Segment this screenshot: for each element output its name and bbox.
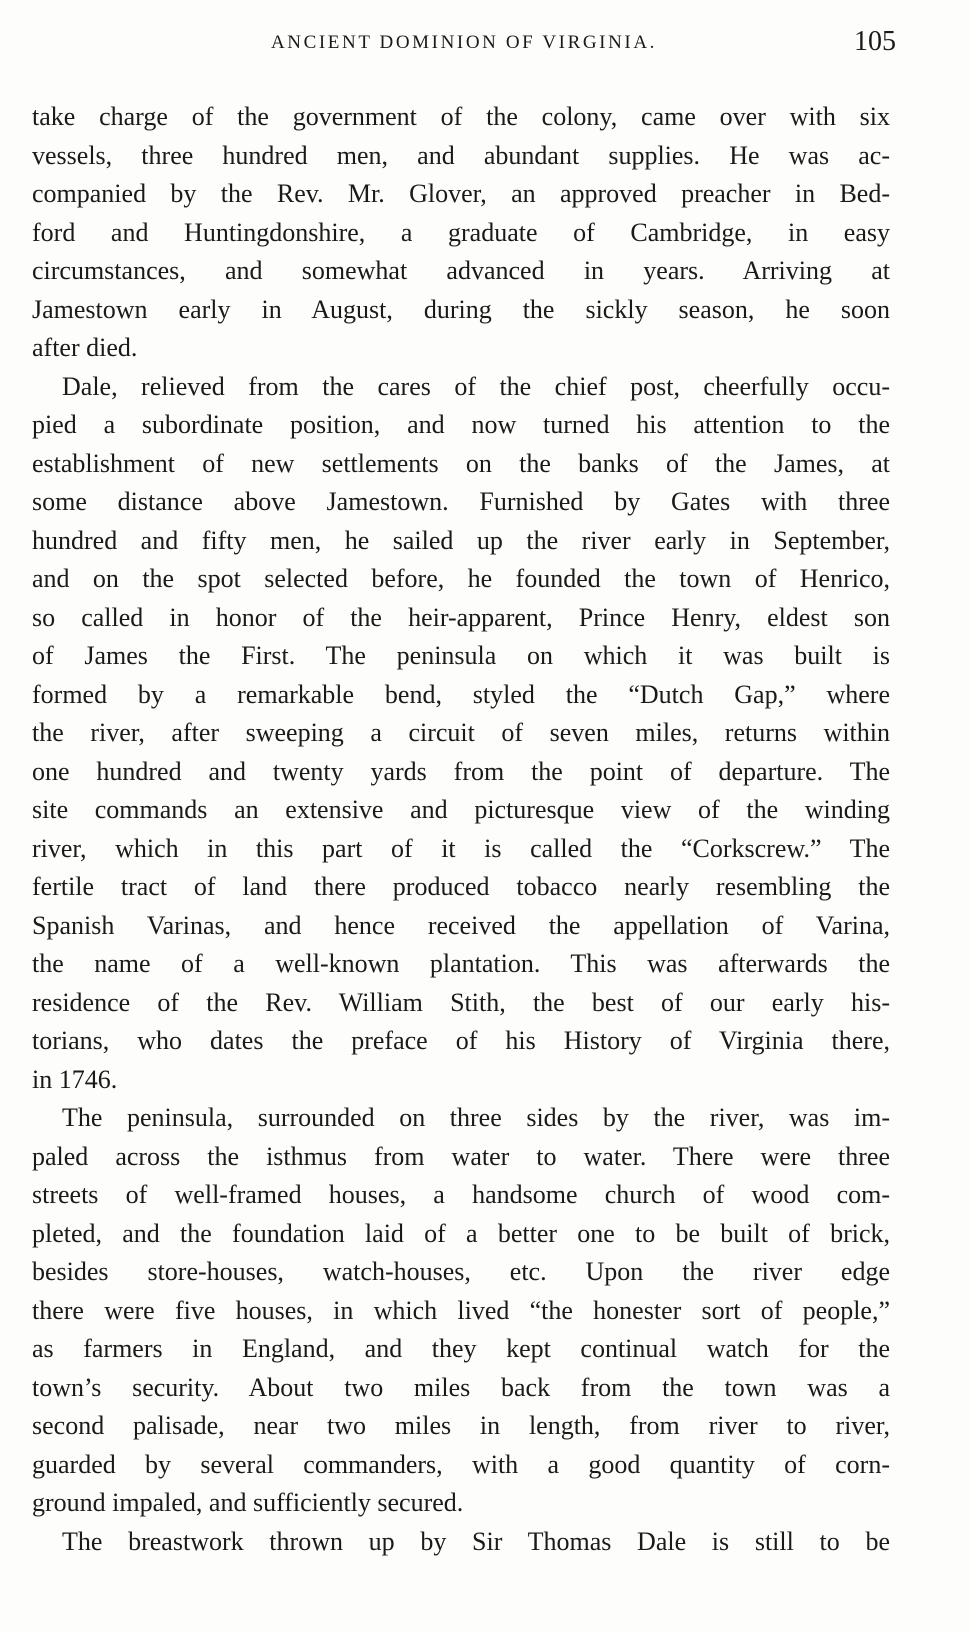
running-head: [32, 26, 896, 66]
text-line: vessels, three hundred men, and abundant supplies. He was ac-: [32, 140, 890, 170]
text-line: take charge of the government of the colony, came over with six: [32, 102, 890, 131]
text-line: in 1746.: [32, 1064, 118, 1094]
text-line: pleted, and the foundation laid of a better one to be built of brick,: [32, 1218, 890, 1248]
text-line: paled across the isthmus from water to water. There were three: [32, 1141, 890, 1171]
text-line: The breastwork thrown up by Sir Thomas Dale is still to be: [62, 1526, 890, 1556]
text-line: fertile tract of land there produced tobacco nearly resembling the: [32, 872, 890, 901]
text-line: second palisade, near two miles in length, from river to river,: [32, 1411, 890, 1440]
paragraph-2: [32, 368, 890, 1100]
text-line: residence of the Rev. William Stith, the best of our early his-: [32, 987, 890, 1017]
text-line: companied by the Rev. Mr. Glover, an approved preacher in Bed-: [32, 179, 890, 208]
text-line: torians, who dates the preface of his History of Virginia there,: [32, 1026, 890, 1055]
text-line: Jamestown early in August, during the sickly season, he soon: [32, 294, 890, 324]
page-number: 105: [854, 26, 896, 57]
text-line: one hundred and twenty yards from the point of departure. The: [32, 756, 890, 786]
text-line: site commands an extensive and picturesque view of the winding: [32, 795, 890, 824]
text-line: the river, after sweeping a circuit of seven miles, returns within: [32, 718, 890, 747]
text-line: besides store-houses, watch-houses, etc. Upon the river edge: [32, 1257, 890, 1286]
text-line: hundred and fifty men, he sailed up the river early in September,: [32, 525, 890, 555]
text-line: The peninsula, surrounded on three sides by the river, was im-: [62, 1103, 890, 1132]
text-line: so called in honor of the heir-apparent, Prince Henry, eldest son: [32, 602, 890, 632]
text-line: after died.: [32, 333, 138, 362]
text-line: some distance above Jamestown. Furnished by Gates with three: [32, 487, 890, 516]
text-line: Spanish Varinas, and hence received the appellation of Varina,: [32, 910, 890, 940]
text-line: the name of a well-known plantation. This was afterwards the: [32, 949, 890, 978]
paragraph-1: [32, 98, 890, 368]
text-line: circumstances, and somewhat advanced in years. Arriving at: [32, 256, 890, 285]
running-title: ANCIENT DOMINION OF VIRGINIA.: [270, 32, 658, 53]
text-line: town’s security. About two miles back from the town was a: [32, 1372, 890, 1402]
text-line: and on the spot selected before, he founded the town of Henrico,: [32, 564, 890, 593]
text-line: of James the First. The peninsula on which it was built is: [32, 641, 890, 670]
text-line: as farmers in England, and they kept continual watch for the: [32, 1334, 890, 1363]
text-line: Dale, relieved from the cares of the chief post, cheerfully occu-: [62, 371, 890, 401]
text-line: ground impaled, and sufficiently secured.: [32, 1488, 464, 1517]
paragraph-3: [32, 1099, 890, 1523]
text-line: there were five houses, in which lived “the honester sort of people,”: [32, 1295, 890, 1325]
text-line: formed by a remarkable bend, styled the “Dutch Gap,” where: [32, 679, 890, 709]
text-line: river, which in this part of it is called the “Corkscrew.” The: [32, 833, 890, 863]
text-line: guarded by several commanders, with a good quantity of corn-: [32, 1449, 890, 1479]
text-line: ford and Huntingdonshire, a graduate of Cambridge, in easy: [32, 217, 890, 247]
text-line: pied a subordinate position, and now turned his attention to the: [32, 410, 890, 439]
body-text: [32, 98, 890, 1561]
text-line: establishment of new settlements on the banks of the James, at: [32, 448, 890, 478]
text-line: streets of well-framed houses, a handsome church of wood com-: [32, 1180, 890, 1209]
paragraph-4: [32, 1523, 890, 1562]
